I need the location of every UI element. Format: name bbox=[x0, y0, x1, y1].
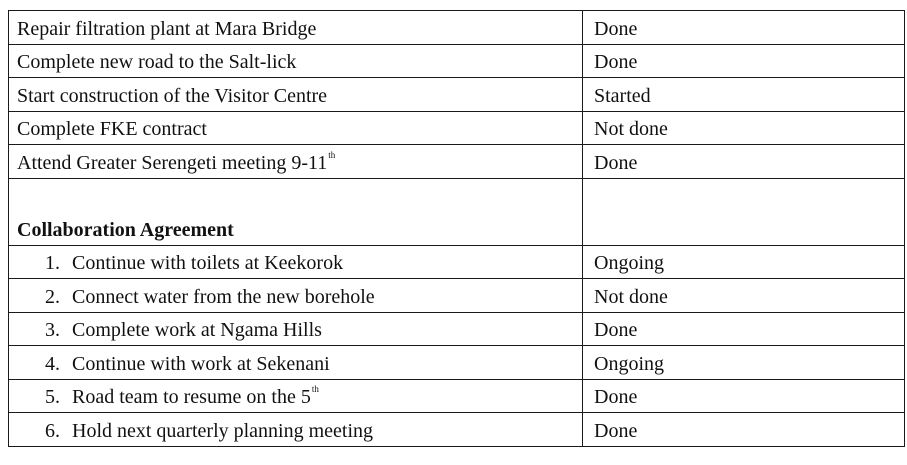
table-row bbox=[9, 279, 905, 313]
task-text: Continue with toilets at Keekorok bbox=[72, 252, 344, 274]
task-cell bbox=[9, 11, 583, 45]
task-cell bbox=[9, 44, 583, 78]
section-heading-row bbox=[9, 178, 905, 245]
status-text: Not done bbox=[594, 118, 668, 140]
item-number: 4. bbox=[45, 352, 60, 375]
table-row bbox=[9, 111, 905, 145]
section-heading-text: Collaboration Agreement bbox=[17, 218, 234, 241]
numbered-task-cell bbox=[9, 379, 583, 413]
status-text: Done bbox=[594, 419, 638, 442]
status-cell bbox=[583, 413, 905, 447]
task-text: Attend Greater Serengeti meeting 9-11 bbox=[17, 151, 328, 174]
task-text: Complete new road to the Salt-lick bbox=[17, 51, 297, 73]
status-cell bbox=[583, 11, 905, 45]
numbered-task-cell bbox=[9, 312, 583, 346]
status-text: Done bbox=[594, 51, 638, 73]
task-text: Repair filtration plant at Mara Bridge bbox=[17, 17, 317, 40]
task-text: Road team to resume on the 5 bbox=[72, 386, 311, 408]
status-cell bbox=[583, 44, 905, 78]
task-text: Hold next quarterly planning meeting bbox=[72, 419, 374, 442]
status-text: Done bbox=[594, 151, 638, 174]
numbered-task-cell bbox=[9, 413, 583, 447]
numbered-task-cell bbox=[9, 279, 583, 313]
status-text: Done bbox=[594, 319, 638, 341]
numbered-task-cell bbox=[9, 245, 583, 279]
status-text: Started bbox=[594, 84, 651, 107]
status-cell bbox=[583, 379, 905, 413]
item-number: 3. bbox=[45, 319, 60, 341]
table-row bbox=[9, 312, 905, 346]
table-row bbox=[9, 145, 905, 179]
numbered-task-cell bbox=[9, 346, 583, 380]
ordinal-suffix: th bbox=[311, 384, 319, 394]
status-cell bbox=[583, 312, 905, 346]
item-number: 5. bbox=[45, 386, 60, 408]
status-cell bbox=[583, 178, 905, 245]
status-text: Ongoing bbox=[594, 352, 664, 375]
status-cell bbox=[583, 78, 905, 112]
status-text: Not done bbox=[594, 285, 668, 308]
task-text: Connect water from the new borehole bbox=[72, 285, 375, 308]
status-text: Ongoing bbox=[594, 252, 664, 274]
status-cell bbox=[583, 279, 905, 313]
table-row bbox=[9, 245, 905, 279]
table-row bbox=[9, 379, 905, 413]
item-number: 2. bbox=[45, 285, 60, 308]
status-cell bbox=[583, 245, 905, 279]
table-row bbox=[9, 346, 905, 380]
status-cell bbox=[583, 111, 905, 145]
task-status-table bbox=[8, 10, 905, 447]
table-row bbox=[9, 78, 905, 112]
task-text: Start construction of the Visitor Centre bbox=[17, 84, 328, 107]
table-row bbox=[9, 44, 905, 78]
ordinal-suffix: th bbox=[328, 149, 336, 160]
table-row bbox=[9, 11, 905, 45]
status-cell bbox=[583, 145, 905, 179]
item-number: 6. bbox=[45, 419, 60, 442]
task-cell bbox=[9, 145, 583, 179]
table-row bbox=[9, 413, 905, 447]
section-heading bbox=[9, 178, 583, 245]
status-cell bbox=[583, 346, 905, 380]
item-number: 1. bbox=[45, 252, 60, 274]
task-text: Continue with work at Sekenani bbox=[72, 352, 330, 375]
task-cell bbox=[9, 78, 583, 112]
status-text: Done bbox=[594, 17, 638, 40]
task-text: Complete FKE contract bbox=[17, 118, 207, 140]
task-cell bbox=[9, 111, 583, 145]
status-text: Done bbox=[594, 386, 638, 408]
task-text: Complete work at Ngama Hills bbox=[72, 319, 322, 341]
